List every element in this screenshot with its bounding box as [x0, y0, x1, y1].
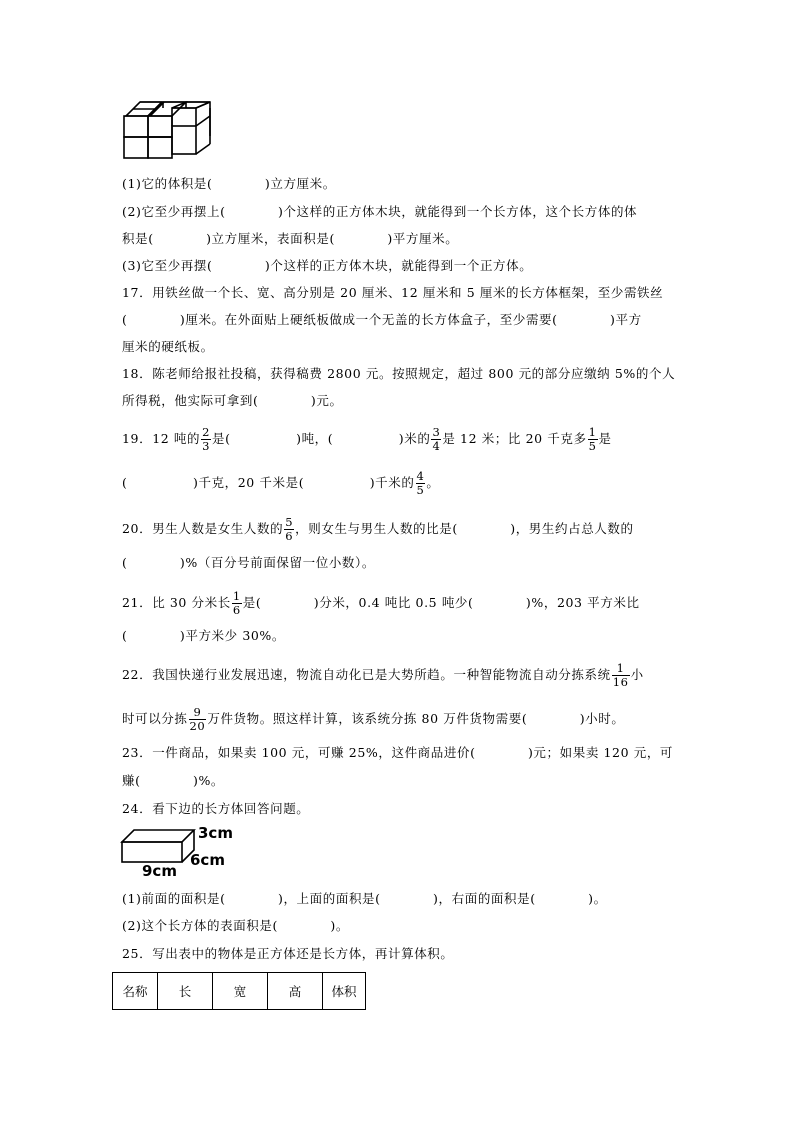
denominator: 6	[232, 603, 241, 617]
q23-line2: 赚( )%。	[122, 773, 225, 788]
q19-text-5: ( )千克，20 千米是( )千米的	[122, 475, 415, 490]
q20-line1	[122, 516, 634, 543]
fraction	[612, 662, 630, 689]
header-width: 宽	[213, 973, 268, 1010]
fraction	[201, 426, 211, 453]
q19-line2	[122, 470, 440, 497]
denominator: 20	[189, 719, 206, 733]
denominator: 5	[588, 439, 597, 453]
length-label: 9cm	[142, 862, 177, 880]
fraction	[189, 706, 207, 733]
q22-text-2: 小	[630, 667, 644, 682]
q19-text-4: 是	[598, 431, 612, 446]
denominator: 4	[432, 439, 441, 453]
volume-table	[112, 972, 366, 1010]
fraction	[232, 590, 242, 617]
denominator: 16	[612, 675, 629, 689]
q18-line2: 所得税，他实际可拿到( )元。	[122, 393, 343, 408]
q22-text-4: 万件货物。照这样计算，该系统分拣 80 万件货物需要( )小时。	[207, 711, 625, 726]
q19-text-3: 是 12 米；比 20 千克多	[442, 431, 587, 446]
q22-text-3: 时可以分拣	[122, 711, 188, 726]
denominator: 5	[416, 483, 425, 497]
fraction	[431, 426, 441, 453]
numerator: 4	[416, 469, 425, 483]
q17-line3: 厘米的硬纸板。	[122, 339, 214, 354]
q19-line1	[122, 426, 612, 453]
q22-text-1: 22．我国快递行业发展迅速，物流自动化已是大势所趋。一种智能物流自动分拣系统	[122, 667, 611, 682]
fraction	[588, 426, 598, 453]
q22-line2	[122, 706, 624, 733]
fraction	[284, 516, 294, 543]
q24-title: 24．看下边的长方体回答问题。	[122, 801, 310, 816]
q21-text-1: 21．比 30 分米长	[122, 595, 231, 610]
q19-text-2: 是( )吨，( )米的	[212, 431, 431, 446]
q16-sub2a: (2)它至少再摆上( )个这样的正方体木块，就能得到一个长方体，这个长方体的体	[122, 204, 638, 219]
q19-text-6: 。	[426, 475, 440, 490]
width-label: 6cm	[190, 851, 225, 869]
q16-sub2b: 积是( )立方厘米，表面积是( )平方厘米。	[122, 231, 459, 246]
header-name: 名称	[113, 973, 158, 1010]
numerator: 5	[285, 515, 294, 529]
q21-text-2: 是( )分米，0.4 吨比 0.5 吨少( )%，203 平方米比	[242, 595, 640, 610]
q20-text-1: 20．男生人数是女生人数的	[122, 521, 284, 536]
q20-text-2: ，则女生与男生人数的比是( )，男生约占总人数的	[295, 521, 634, 536]
height-label: 3cm	[198, 824, 233, 842]
numerator: 1	[612, 662, 630, 676]
q19-text-1: 19．12 吨的	[122, 431, 201, 446]
numerator: 1	[232, 589, 241, 603]
q16-sub1: (1)它的体积是( )立方厘米。	[122, 176, 336, 191]
q17-line2: ( )厘米。在外面贴上硬纸板做成一个无盖的长方体盒子，至少需要( )平方	[122, 312, 642, 327]
q22-line1	[122, 662, 644, 689]
q24-sub2: (2)这个长方体的表面积是( )。	[122, 918, 349, 933]
q16-sub3: (3)它至少再摆( )个这样的正方体木块，就能得到一个正方体。	[122, 258, 533, 273]
q17-line1: 17．用铁丝做一个长、宽、高分别是 20 厘米、12 厘米和 5 厘米的长方体框架，至少需铁丝	[122, 285, 664, 300]
fraction	[416, 470, 426, 497]
cube-stack-figure	[120, 98, 216, 162]
table-header-row	[113, 973, 366, 1010]
header-length: 长	[158, 973, 213, 1010]
q23-line1: 23．一件商品，如果卖 100 元，可赚 25%，这件商品进价( )元；如果卖 120 元，可	[122, 745, 674, 760]
numerator: 2	[202, 425, 211, 439]
denominator: 6	[285, 529, 294, 543]
numerator: 1	[588, 425, 597, 439]
header-volume: 体积	[323, 973, 366, 1010]
numerator: 3	[432, 425, 441, 439]
denominator: 3	[202, 439, 211, 453]
numerator: 9	[189, 706, 207, 720]
q18-line1: 18．陈老师给报社投稿，获得稿费 2800 元。按照规定，超过 800 元的部分应缴纳 5%的个人	[122, 366, 676, 381]
q24-sub1: (1)前面的面积是( )，上面的面积是( )，右面的面积是( )。	[122, 891, 607, 906]
q21-line1	[122, 590, 640, 617]
q21-line2: ( )平方米少 30%。	[122, 628, 286, 643]
cuboid-figure	[118, 826, 198, 866]
q25-title: 25．写出表中的物体是正方体还是长方体，再计算体积。	[122, 946, 454, 961]
q20-line2: ( )%（百分号前面保留一位小数）。	[122, 555, 375, 570]
header-height: 高	[268, 973, 323, 1010]
